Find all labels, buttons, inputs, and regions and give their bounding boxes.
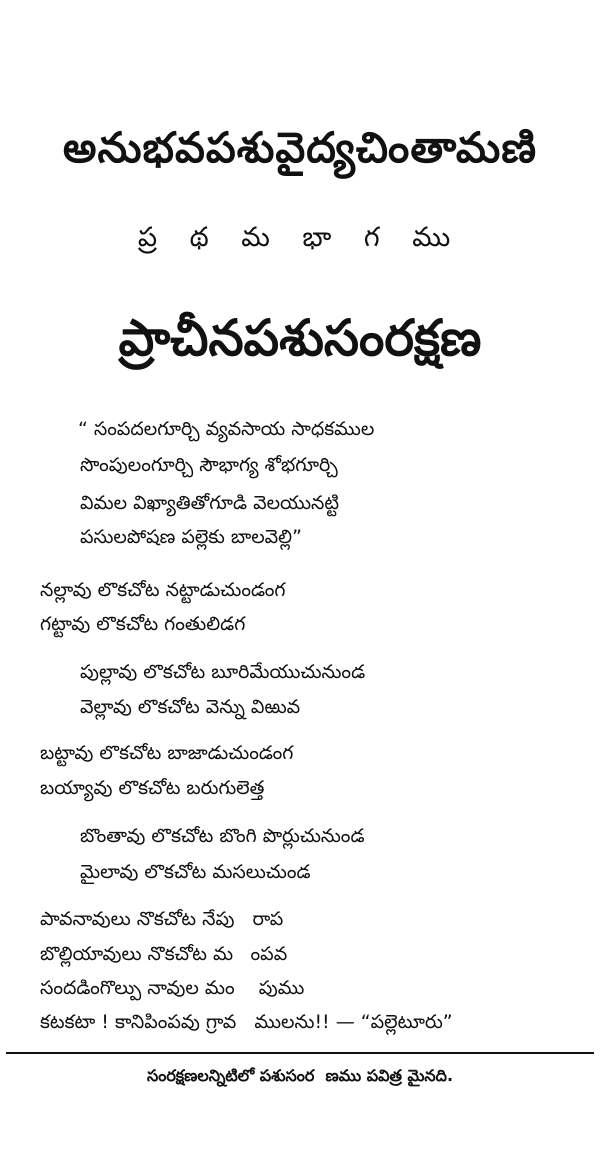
poem-line: కటకటా ! కానిపింపవు గ్రావ ములను!! — “పల్లెటూరు” xyxy=(40,1011,453,1033)
poem-line: పసులపోషణ పల్లెకు బాలవెల్లి” xyxy=(80,526,302,548)
poem-line: బొంతావు లొకచోట బొంగి పొర్లుచునుండ xyxy=(80,825,365,847)
poem-line: వెల్లావు లొకచోట వెన్ను విఱువ xyxy=(80,696,301,718)
book-subtitle: ప్రాచీనపశుసంరక్షణ xyxy=(118,309,482,367)
poem-line: పుల్లావు లొకచోట బూరిమేయుచునుండ xyxy=(80,661,366,683)
divider-rule xyxy=(6,1052,594,1054)
poem-line: సందడింగొల్పు నావుల మం పుము xyxy=(40,977,305,999)
poem-line: నల్లావు లొకచోట నట్టాడుచుండంగ xyxy=(40,579,286,601)
book-title: అనుభవపశువైద్యచింతామణి xyxy=(62,123,538,172)
poem-line: “ సంపదలగూర్చి వ్యవసాయ సాధకముల xyxy=(78,418,375,440)
footer-motto: సంరక్షణలన్నిటిలో పశుసంర ణము పవిత్ర మైనది. xyxy=(146,1066,454,1085)
poem-line: విమల విఖ్యాతితోగూడి వెలయునట్టి xyxy=(80,492,340,514)
poem-line: బొల్లియావులు నొకచోట మ ంపవ xyxy=(40,943,288,965)
poem-line: గట్టావు లొకచోట గంతులిడగ xyxy=(40,613,246,635)
part-title: ప్ర థ మ భా గ ము xyxy=(137,222,463,253)
poem-line: సొంపులంగూర్చి సౌభాగ్య శోభగూర్చి xyxy=(80,454,338,476)
poem-line: మైలావు లొకచోట మసలుచుండ xyxy=(80,861,311,883)
poem-line: బయ్యావు లొకచోట బరుగులెత్త xyxy=(40,777,265,799)
poem-line: బట్టావు లొకచోట బాజాడుచుండంగ xyxy=(40,742,294,764)
poem-line: పావనావులు నొకచోట నేపు రాప xyxy=(40,908,284,930)
